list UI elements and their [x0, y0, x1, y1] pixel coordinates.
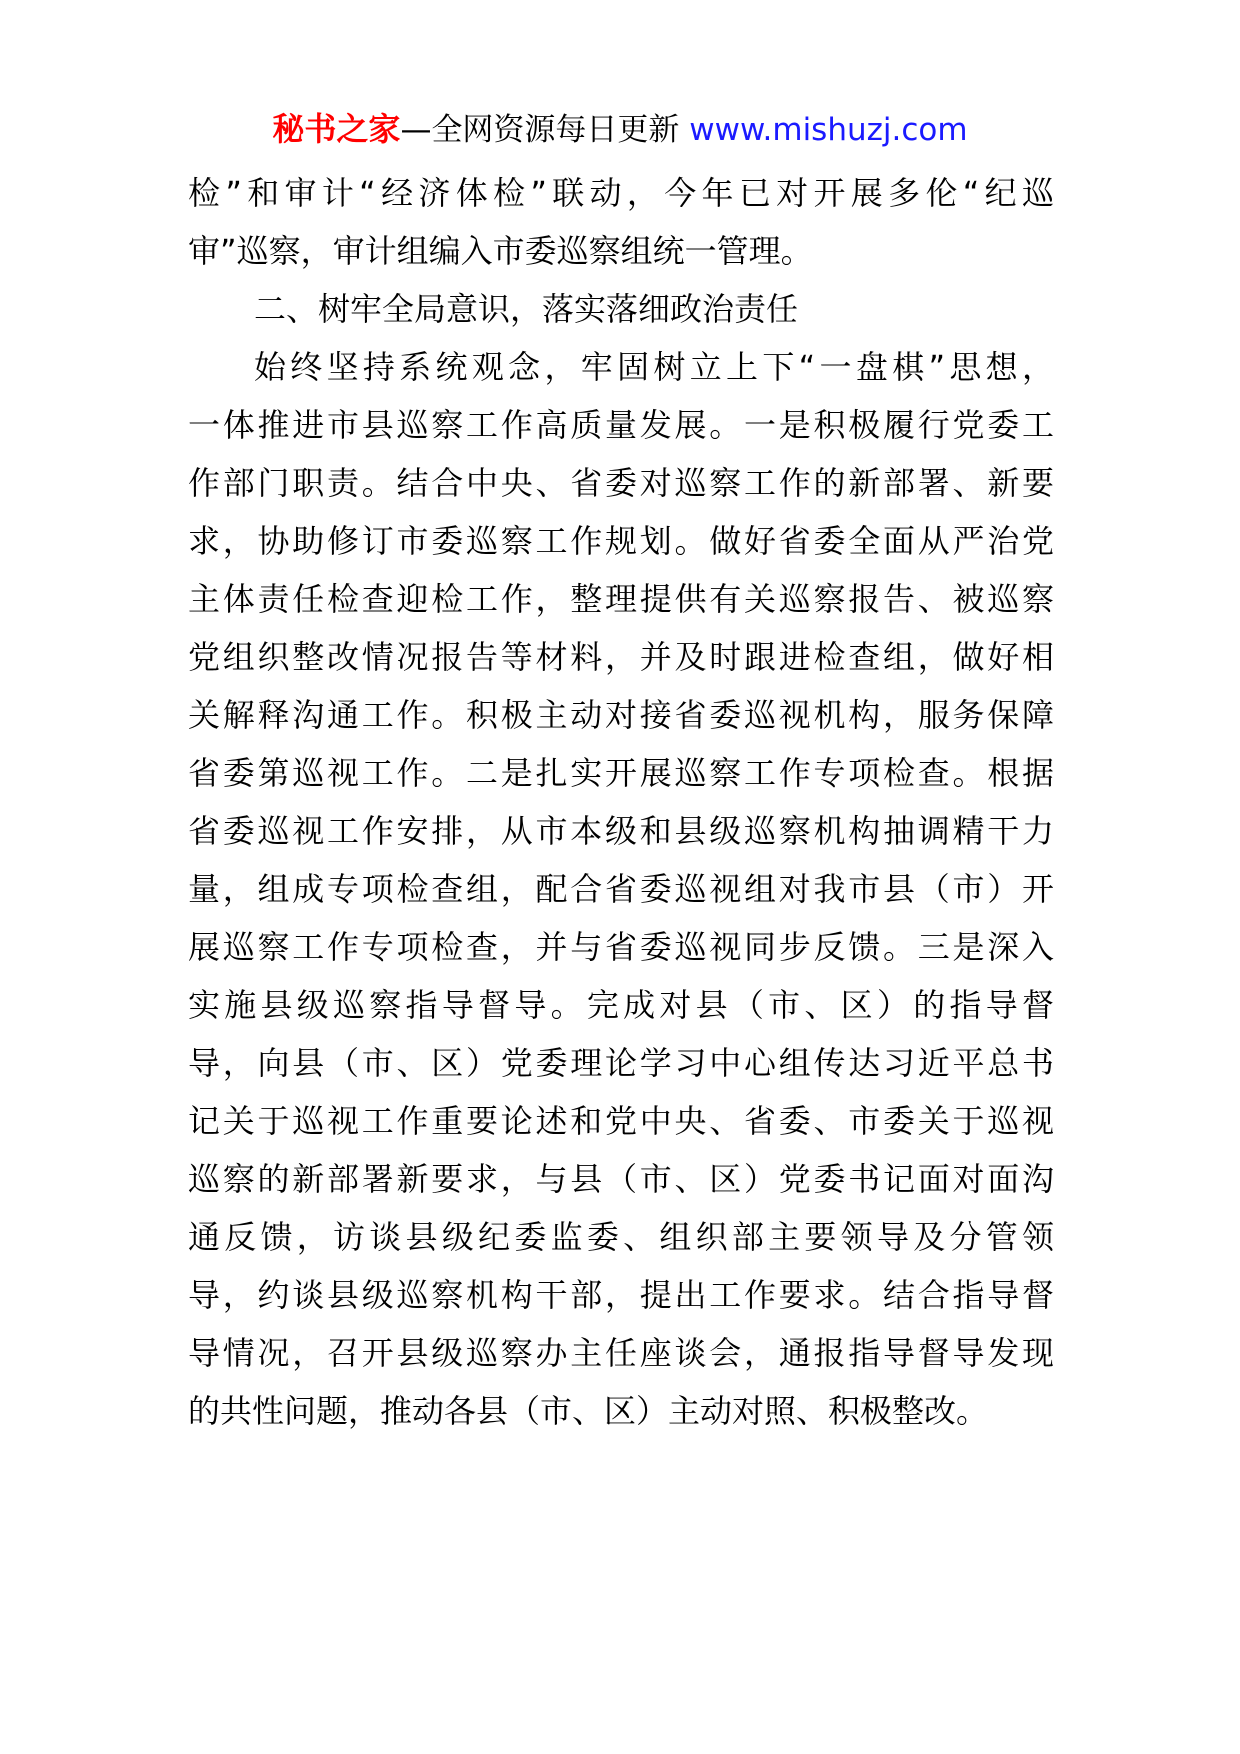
text-line: 一体推进市县巡察工作高质量发展。一是积极履行党委工 [188, 406, 1054, 444]
text-line: 量，组成专项检查组，配合省委巡视组对我市县（市）开 [188, 870, 1054, 908]
site-header [0, 104, 1240, 154]
brand-name: 秘书之家 [272, 110, 401, 148]
text-line: 实施县级巡察指导督导。完成对县（市、区）的指导督 [188, 986, 1054, 1024]
text-line: 主体责任检查迎检工作，整理提供有关巡察报告、被巡察 [188, 580, 1054, 618]
text-line: 作部门职责。结合中央、省委对巡察工作的新部署、新要 [188, 464, 1054, 502]
text-line: 导，向县（市、区）党委理论学习中心组传达习近平总书 [188, 1044, 1054, 1082]
text-line: 的共性问题，推动各县（市、区）主动对照、积极整改。 [188, 1392, 989, 1430]
text-line: 巡察的新部署新要求，与县（市、区）党委书记面对面沟 [188, 1160, 1054, 1198]
text-line: 关解释沟通工作。积极主动对接省委巡视机构，服务保障 [188, 696, 1054, 734]
text-line: 省委巡视工作安排，从市本级和县级巡察机构抽调精干力 [188, 812, 1054, 850]
section-heading: 二、树牢全局意识，落实落细政治责任 [254, 290, 799, 328]
text-line: 检”和审计“经济体检”联动，今年已对开展多伦“纪巡 [188, 174, 1054, 212]
text-line: 通反馈，访谈县级纪委监委、组织部主要领导及分管领 [188, 1218, 1054, 1256]
text-line: 求，协助修订市委巡察工作规划。做好省委全面从严治党 [188, 522, 1054, 560]
text-line: 始终坚持系统观念，牢固树立上下“一盘棋”思想， [254, 348, 1054, 386]
text-line: 党组织整改情况报告等材料，并及时跟进检查组，做好相 [188, 638, 1054, 676]
text-line: 展巡察工作专项检查，并与省委巡视同步反馈。三是深入 [188, 928, 1054, 966]
text-line: 记关于巡视工作重要论述和党中央、省委、市委关于巡视 [188, 1102, 1054, 1140]
text-line: 导情况，召开县级巡察办主任座谈会，通报指导督导发现 [188, 1334, 1054, 1372]
text-line: 审”巡察，审计组编入市委巡察组统一管理。 [188, 232, 813, 270]
text-line: 导，约谈县级巡察机构干部，提出工作要求。结合指导督 [188, 1276, 1054, 1314]
text-line: 省委第巡视工作。二是扎实开展巡察工作专项检查。根据 [188, 754, 1054, 792]
site-url-link[interactable]: www.mishuzj.com [689, 112, 968, 148]
header-tagline: —全网资源每日更新 [400, 112, 690, 148]
